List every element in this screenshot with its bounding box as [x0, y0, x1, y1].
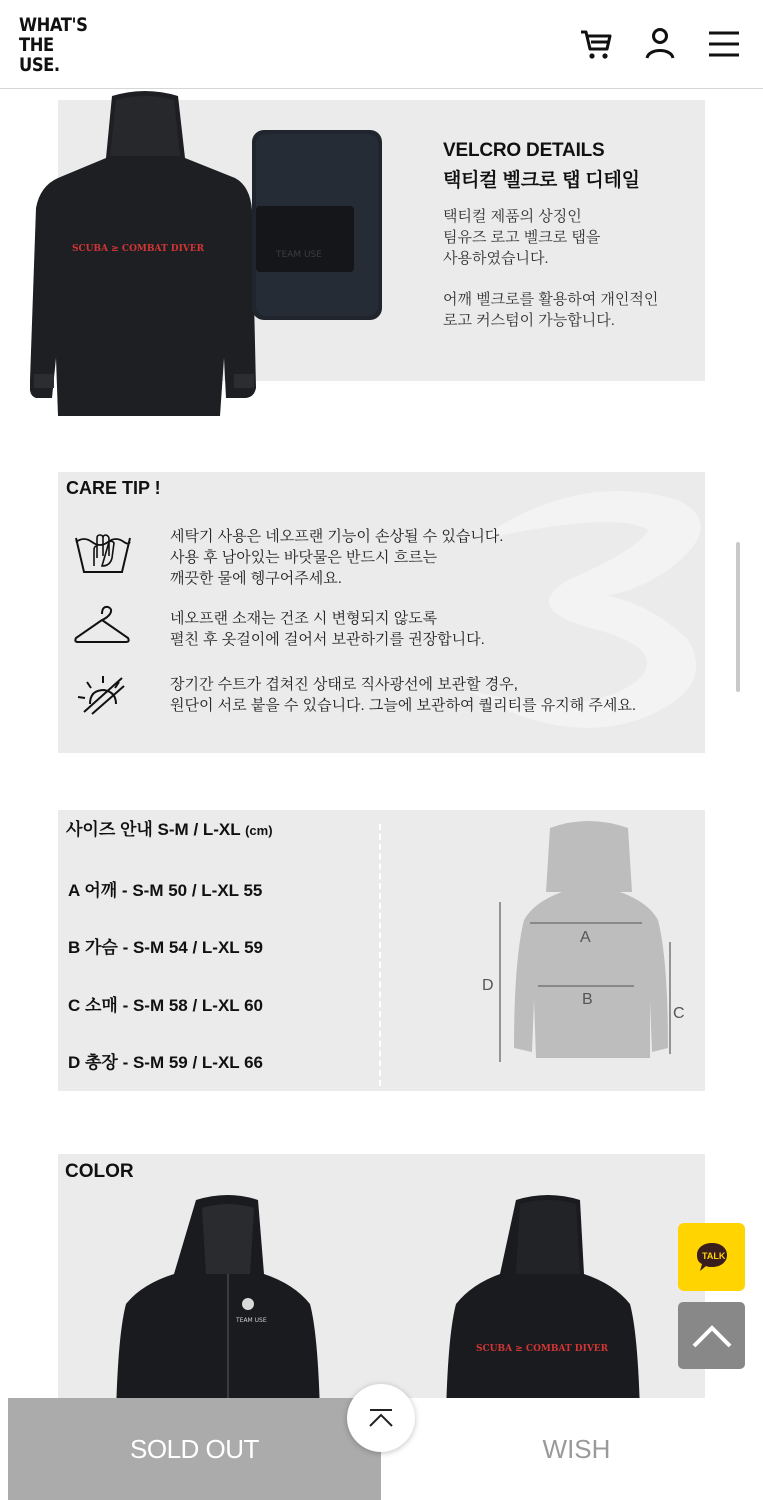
logo-line: THE [19, 34, 54, 56]
text-line: 네오프랜 소재는 건조 시 변형되지 않도록 [170, 610, 438, 627]
text-line: 사용 후 남아있는 바닷물은 반드시 흐르는 [170, 549, 438, 566]
chat-bubble-icon [695, 1241, 729, 1273]
color-title: COLOR [65, 1161, 134, 1182]
front-badge-text: TEAM USE [236, 1317, 267, 1324]
patch-text: TEAM USE [276, 250, 322, 260]
care-tip-text [170, 674, 636, 716]
text-line: 원단이 서로 붙을 수 있습니다. 그늘에 보관하여 퀄리티를 유지해 주세요. [170, 697, 637, 714]
front-jacket-image[interactable] [98, 1194, 338, 1400]
no-sun-icon [72, 670, 132, 720]
talk-label: TALK [701, 1251, 725, 1261]
size-row-length: D 총장 - S-M 59 / L-XL 66 [68, 1053, 264, 1072]
diagram-label-b: B [582, 991, 593, 1008]
text-line: 로고 커스텀이 가능합니다. [443, 312, 615, 329]
text-line: 팀유즈 로고 벨크로 탭을 [443, 229, 601, 246]
diagram-label-c: C [673, 1005, 685, 1022]
page-scrollbar[interactable] [736, 542, 740, 692]
expand-options-button[interactable] [347, 1384, 415, 1452]
velcro-jacket-image [30, 90, 390, 420]
diagram-label-a: A [580, 929, 591, 946]
text-line: 사용하였습니다. [443, 250, 549, 267]
care-title: CARE TIP ! [66, 478, 161, 498]
care-tip-section [58, 472, 705, 753]
size-row-chest: B 가슴 - S-M 54 / L-XL 59 [68, 938, 264, 957]
text-line: 깨끗한 물에 헹구어주세요. [170, 570, 342, 587]
text-line: 세탁기 사용은 네오프랜 기능이 손상될 수 있습니다. [170, 528, 504, 545]
care-tip-text [170, 526, 503, 589]
back-jacket-image[interactable] [438, 1194, 678, 1400]
color-section [58, 1154, 705, 1400]
logo-line: USE. [19, 54, 60, 76]
chevron-up-icon [692, 1324, 732, 1348]
velcro-subtitle: 택티컬 벨크로 탭 디테일 [443, 170, 640, 191]
hand-wash-icon [72, 528, 132, 578]
size-guide-section [58, 810, 705, 1091]
logo-line: WHAT'S [19, 14, 88, 36]
kakao-talk-button[interactable] [678, 1223, 745, 1291]
size-title-text: 사이즈 안내 S-M / L-XL [66, 820, 241, 839]
diagram-label-d: D [482, 977, 494, 994]
text-line: 택티컬 제품의 상징인 [443, 208, 582, 225]
care-tip-text [170, 608, 485, 650]
size-unit: (cm) [245, 823, 273, 838]
velcro-title: VELCRO DETAILS [443, 140, 605, 161]
sold-out-button[interactable]: SOLD OUT [8, 1398, 381, 1500]
wish-button[interactable]: WISH [390, 1398, 763, 1500]
double-chevron-up-icon [366, 1406, 396, 1430]
velcro-paragraph [443, 206, 600, 269]
text-line: 어깨 벨크로를 활용하여 개인적인 [443, 291, 659, 308]
site-header [0, 0, 763, 89]
jacket-print-text: SCUBA ≥ COMBAT DIVER [72, 244, 205, 254]
scroll-top-button[interactable] [678, 1302, 745, 1369]
size-title [66, 815, 273, 840]
size-divider [379, 824, 381, 1086]
text-line: 펼친 후 옷걸이에 걸어서 보관하기를 권장합니다. [170, 631, 485, 648]
cart-icon[interactable] [578, 26, 614, 62]
size-row-shoulder: A 어깨 - S-M 50 / L-XL 55 [68, 881, 263, 900]
back-print-text: SCUBA ≥ COMBAT DIVER [476, 1344, 609, 1354]
velcro-paragraph [443, 289, 658, 331]
brand-logo[interactable] [19, 15, 99, 75]
hanger-icon [72, 602, 132, 652]
size-row-sleeve: C 소매 - S-M 58 / L-XL 60 [68, 996, 264, 1015]
menu-icon[interactable] [706, 26, 742, 62]
user-icon[interactable] [642, 26, 678, 62]
text-line: 장기간 수트가 겹쳐진 상태로 직사광선에 보관할 경우, [170, 676, 518, 693]
size-diagram [478, 820, 698, 1080]
